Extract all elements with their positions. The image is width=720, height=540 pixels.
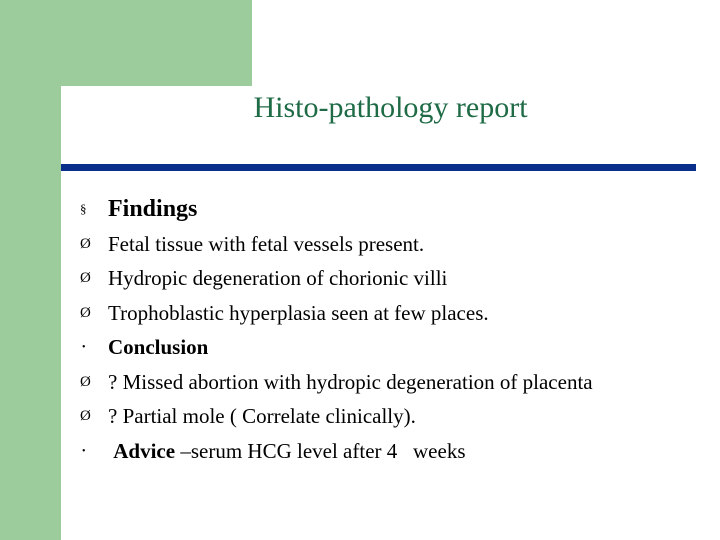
- decorative-green-bar-left: [0, 0, 61, 540]
- list-item: [80, 331, 593, 366]
- arrow-bullet-icon: Ø: [80, 270, 91, 287]
- list-item-text: Fetal tissue with fetal vessels present.: [108, 231, 425, 256]
- title-divider: [61, 164, 696, 171]
- arrow-bullet-icon: Ø: [80, 373, 91, 390]
- arrow-bullet-icon: Ø: [80, 235, 91, 252]
- list-item-text: ? Missed abortion with hydropic degeneration of placenta: [108, 369, 593, 394]
- page-title: Histo-pathology report: [253, 91, 528, 124]
- list-item-text: Hydropic degeneration of chorionic villi: [108, 266, 448, 291]
- list-item: [80, 434, 593, 469]
- arrow-bullet-icon: Ø: [80, 304, 91, 321]
- findings-list: [80, 227, 593, 469]
- list-item: [80, 262, 593, 297]
- findings-header: [80, 193, 197, 225]
- findings-heading: Findings: [108, 195, 198, 222]
- square-bullet-icon: §: [80, 201, 87, 216]
- dot-bullet-icon: •: [82, 342, 86, 354]
- advice-line: [108, 439, 466, 464]
- list-item-text: Trophoblastic hyperplasia seen at few places.: [108, 300, 489, 325]
- list-item: [80, 400, 593, 435]
- list-item: [80, 296, 593, 331]
- advice-label: Advice: [113, 438, 176, 463]
- advice-text: –serum HCG level after 4 weeks: [175, 438, 466, 463]
- list-item-text: ? Partial mole ( Correlate clinically).: [108, 404, 416, 429]
- list-item: [80, 227, 593, 262]
- arrow-bullet-icon: Ø: [80, 408, 91, 425]
- list-item: [80, 365, 593, 400]
- conclusion-heading: Conclusion: [108, 335, 209, 360]
- dot-bullet-icon: •: [82, 445, 86, 457]
